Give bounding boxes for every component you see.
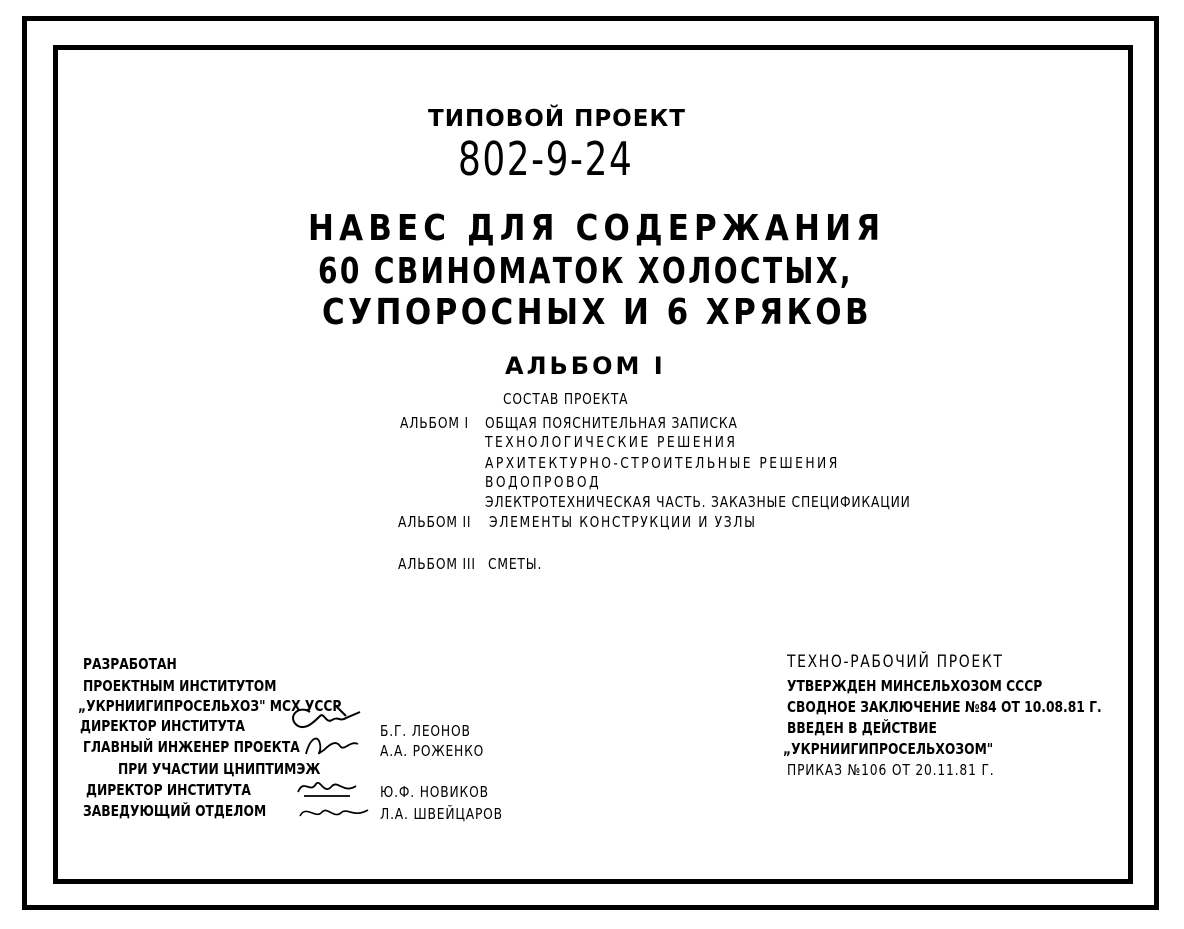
project-number: 802-9-24 — [458, 132, 634, 186]
composition-heading: СОСТАВ ПРОЕКТА — [503, 390, 629, 408]
album1-item-5: ЭЛЕКТРОТЕХНИЧЕСКАЯ ЧАСТЬ. ЗАКАЗНЫЕ СПЕЦИФИКАЦИИ — [485, 493, 911, 511]
developer-line-2: ПРОЕКТНЫМ ИНСТИТУТОМ — [83, 677, 277, 695]
title-line-1: НАВЕС ДЛЯ СОДЕРЖАНИЯ — [308, 208, 886, 249]
album1-item-4: ВОДОПРОВОД — [485, 473, 602, 491]
role-department-head: ЗАВЕДУЮЩИЙ ОТДЕЛОМ — [83, 802, 267, 820]
role-director-2: ДИРЕКТОР ИНСТИТУТА — [86, 781, 251, 799]
approval-line-5: „УКРНИИГИПРОСЕЛЬХОЗОМ" — [783, 740, 994, 758]
album3-label: АЛЬБОМ III — [398, 555, 476, 573]
name-chief-engineer: А.А. РОЖЕНКО — [380, 742, 485, 760]
approval-line-3: СВОДНОЕ ЗАКЛЮЧЕНИЕ №84 ОТ 10.08.81 Г. — [787, 698, 1102, 716]
developer-line-3: „УКРНИИГИПРОСЕЛЬХОЗ" МСХ УССР — [78, 697, 342, 715]
album1-label: АЛЬБОМ I — [400, 414, 469, 432]
album1-item-3: АРХИТЕКТУРНО-СТРОИТЕЛЬНЫЕ РЕШЕНИЯ — [485, 454, 840, 472]
developer-line-1: РАЗРАБОТАН — [83, 655, 177, 673]
album1-item-1: ОБЩАЯ ПОЯСНИТЕЛЬНАЯ ЗАПИСКА — [485, 414, 738, 432]
album1-item-2: ТЕХНОЛОГИЧЕСКИЕ РЕШЕНИЯ — [485, 433, 738, 451]
role-director: ДИРЕКТОР ИНСТИТУТА — [80, 717, 245, 735]
name-department-head: Л.А. ШВЕЙЦАРОВ — [380, 805, 503, 823]
approval-line-1: ТЕХНО-РАБОЧИЙ ПРОЕКТ — [787, 652, 1004, 672]
album-title: АЛЬБОМ I — [505, 352, 666, 380]
role-chief-engineer: ГЛАВНЫЙ ИНЖЕНЕР ПРОЕКТА — [83, 738, 300, 756]
album2-item: ЭЛЕМЕНТЫ КОНСТРУКЦИИ И УЗЛЫ — [489, 513, 757, 531]
title-line-2: 60 СВИНОМАТОК ХОЛОСТЫХ, — [318, 251, 853, 292]
album3-item: СМЕТЫ. — [488, 555, 543, 573]
signature-rozhenko — [300, 730, 370, 760]
approval-line-2: УТВЕРЖДЕН МИНСЕЛЬХОЗОМ СССР — [787, 677, 1043, 695]
album2-label: АЛЬБОМ II — [398, 513, 472, 531]
title-line-3: СУПОРОСНЫХ И 6 ХРЯКОВ — [322, 292, 873, 333]
approval-line-4: ВВЕДЕН В ДЕЙСТВИЕ — [787, 719, 937, 737]
name-director: Б.Г. ЛЕОНОВ — [380, 722, 471, 740]
approval-line-6: ПРИКАЗ №106 ОТ 20.11.81 Г. — [787, 761, 995, 779]
name-director-2: Ю.Ф. НОВИКОВ — [380, 783, 489, 801]
signature-shveitsarov — [296, 800, 376, 826]
participation: ПРИ УЧАСТИИ ЦНИПТИМЭЖ — [118, 760, 321, 778]
project-type: ТИПОВОЙ ПРОЕКТ — [428, 106, 686, 132]
signature-novikov — [294, 774, 364, 802]
